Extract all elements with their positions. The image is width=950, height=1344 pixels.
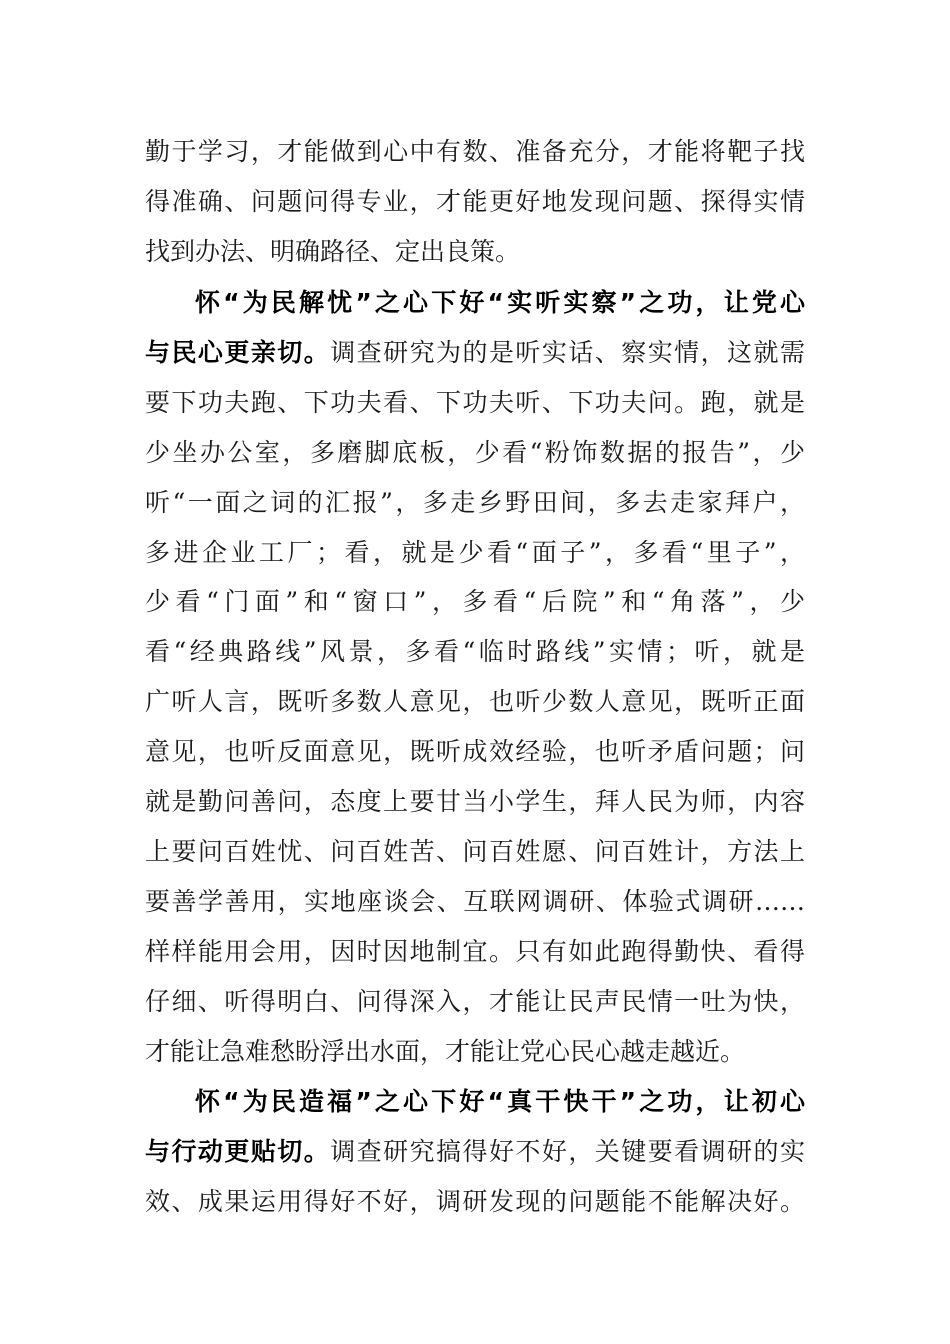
body-text-line: 意见，也听反面意见，既听成效经验，也听矛盾问题；问 (145, 737, 805, 766)
body-text-line: 广听人言，既听多数人意见，也听少数人意见，既听正面 (145, 687, 805, 716)
body-text-line: 多进企业工厂；看，就是少看“面子”，多看“里子”， (145, 538, 805, 567)
body-text-line: 上要问百姓忧、问百姓苦、问百姓愿、问百姓计，方法上 (145, 837, 805, 866)
section-heading: 怀“为民造福”之心下好“真干快干”之功，让初心 (195, 1087, 805, 1116)
body-text-line: 少坐办公室，多磨脚底板，少看“粉饰数据的报告”，少 (145, 438, 805, 467)
body-text-line: 样样能用会用，因时因地制宜。只有如此跑得勤快、看得 (145, 937, 805, 966)
body-text-line: 听“一面之词的汇报”，多走乡野田间，多去走家拜户， (145, 488, 805, 517)
body-text-line: 仔细、听得明白、问得深入，才能让民声民情一吐为快， (145, 987, 805, 1016)
section-heading-continuation: 与民心更亲切。 (145, 338, 331, 367)
body-text-segment: 调查研究为的是听实话、察实情，这就需 (330, 338, 805, 367)
body-text-line: 效、成果运用得好不好，调研发现的问题能不能解决好。 (145, 1187, 805, 1216)
body-text-line (145, 1132, 805, 1172)
body-text-line: 勤于学习，才能做到心中有数、准备充分，才能将靶子找 (145, 137, 805, 166)
body-text-line (145, 333, 805, 373)
body-text-line: 找到办法、明确路径、定出良策。 (145, 237, 521, 266)
body-text-line: 就是勤问善问，态度上要甘当小学生，拜人民为师，内容 (145, 787, 805, 816)
body-text-line: 得准确、问题问得专业，才能更好地发现问题、探得实情 (145, 187, 805, 216)
body-text-line: 少看“门面”和“窗口”，多看“后院”和“角落”，少 (145, 587, 805, 616)
body-text-line: 看“经典路线”风景，多看“临时路线”实情；听，就是 (145, 637, 805, 666)
body-text-line: 才能让急难愁盼浮出水面，才能让党心民心越走越近。 (145, 1037, 746, 1066)
body-text-line: 要善学善用，实地座谈会、互联网调研、体验式调研…… (145, 887, 805, 916)
body-text-segment: 调查研究搞得好不好，关键要看调研的实 (330, 1137, 805, 1166)
section-heading: 怀“为民解忧”之心下好“实听实察”之功，让党心 (195, 288, 805, 317)
body-text-line: 要下功夫跑、下功夫看、下功夫听、下功夫问。跑，就是 (145, 388, 805, 417)
section-heading-continuation: 与行动更贴切。 (145, 1137, 331, 1166)
